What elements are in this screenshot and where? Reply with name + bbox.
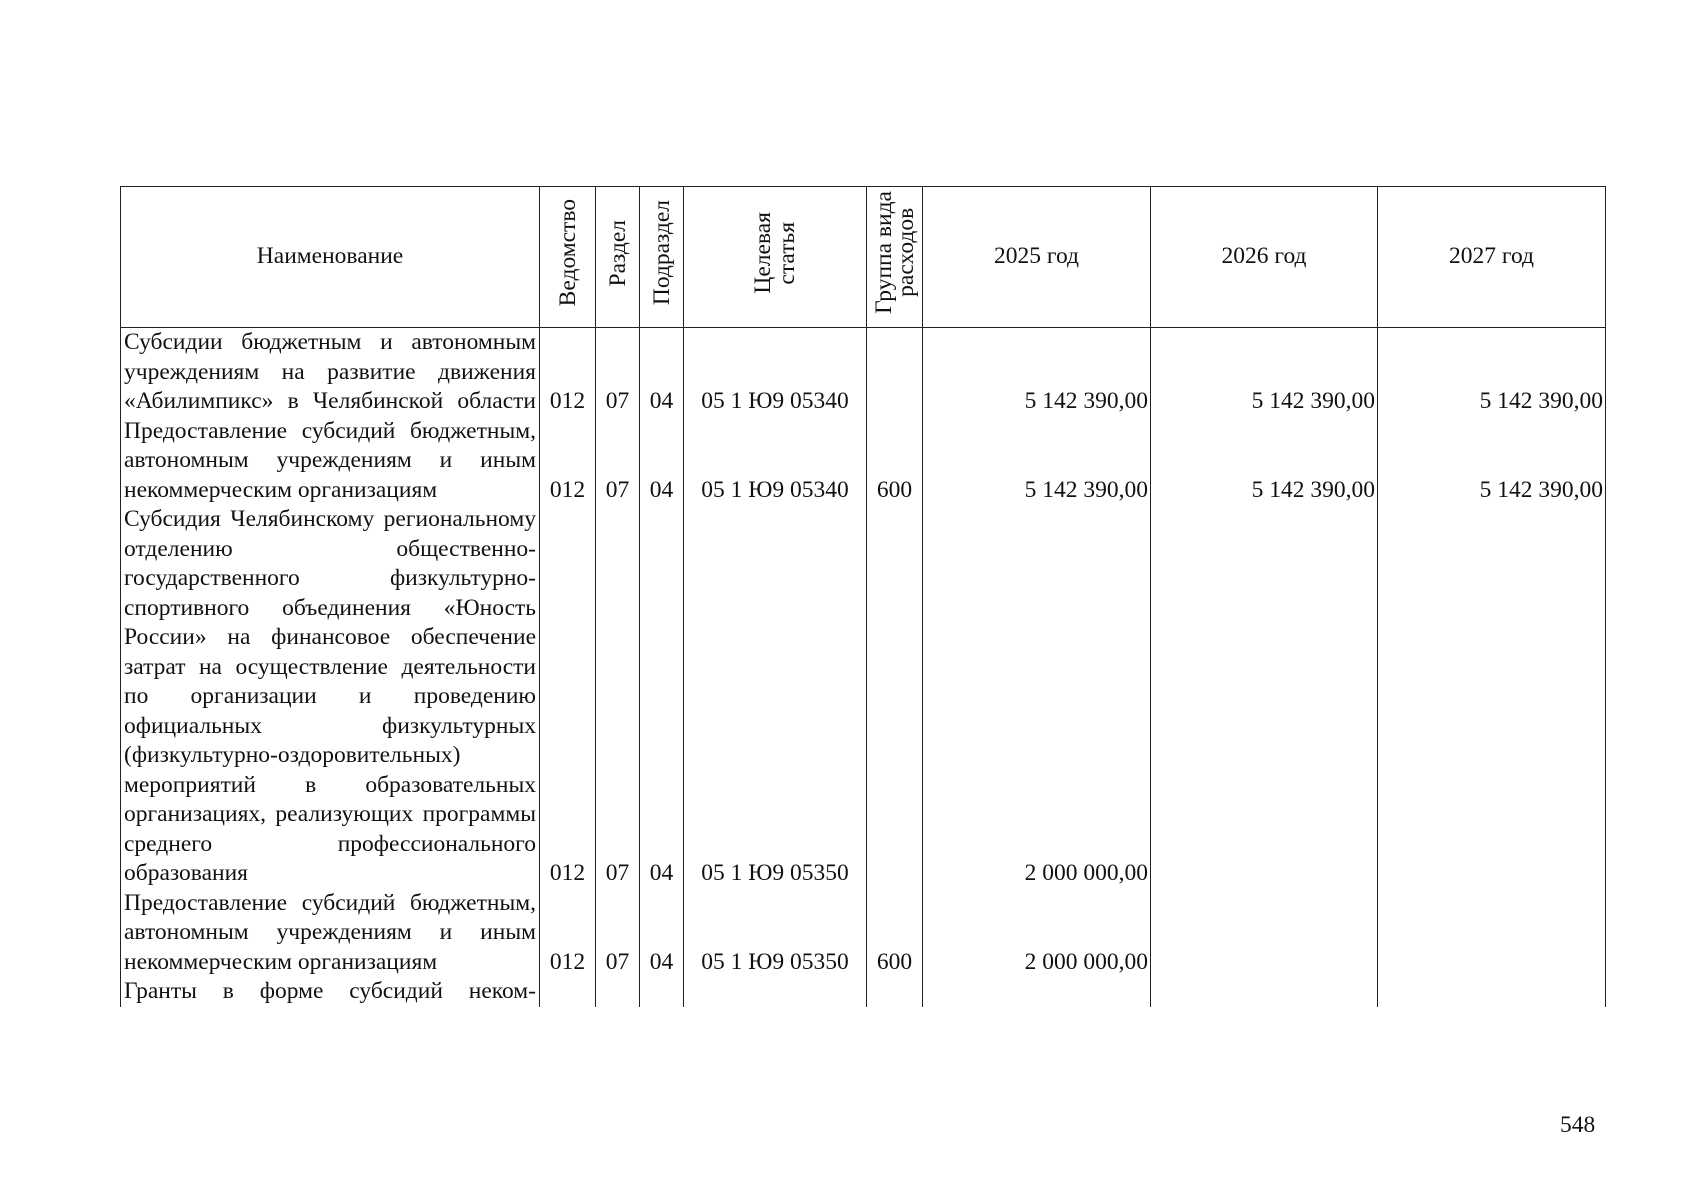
- row-subsection: [640, 977, 684, 1007]
- row-name: Предоставление субсидий бюджетным, автономным учреждениям и иным некоммерческим организациям: [121, 417, 540, 506]
- row-target-article: 05 1 Ю9 05350: [684, 505, 867, 889]
- row-2026: [1151, 505, 1378, 889]
- table-row: [121, 328, 1606, 417]
- row-subsection: 04: [640, 417, 684, 506]
- row-expense-group: [867, 977, 923, 1007]
- row-department: 012: [540, 505, 596, 889]
- row-2027: [1378, 505, 1606, 889]
- header-year-2025: 2025 год: [923, 187, 1151, 328]
- row-2025: 2 000 000,00: [923, 889, 1151, 978]
- header-target-article: Целевая статья: [684, 187, 867, 328]
- row-name: Гранты в форме субсидий неком-: [121, 977, 540, 1007]
- row-2025: 2 000 000,00: [923, 505, 1151, 889]
- header-section: Раздел: [596, 187, 640, 328]
- row-expense-group: [867, 328, 923, 417]
- row-target-article: [684, 977, 867, 1007]
- row-target-article: 05 1 Ю9 05350: [684, 889, 867, 978]
- row-2025: 5 142 390,00: [923, 328, 1151, 417]
- page-number: 548: [1560, 1112, 1596, 1138]
- row-expense-group: 600: [867, 889, 923, 978]
- header-subsection: Подраздел: [640, 187, 684, 328]
- table-row: [121, 505, 1606, 889]
- row-section: 07: [596, 505, 640, 889]
- row-name: Субсидия Челябинскому региональному отделению общественно-государственного физкультурно-спортивного объединения «Юность России» на финансовое обеспечение затрат на осуществление деятельности по организации и проведению официальных физкультурных (физкультурно-оздоровительных) мероприятий в образовательных организациях, реализующих программы среднего профессионального образования: [121, 505, 540, 889]
- row-name: Субсидии бюджетным и автономным учреждениям на развитие движения «Абилимпикс» в Челябинской области: [121, 328, 540, 417]
- row-2027: [1378, 889, 1606, 978]
- row-2027: 5 142 390,00: [1378, 328, 1606, 417]
- budget-table: [120, 186, 1606, 1007]
- row-subsection: 04: [640, 328, 684, 417]
- header-department: Ведомство: [540, 187, 596, 328]
- header-year-2027: 2027 год: [1378, 187, 1606, 328]
- row-subsection: 04: [640, 889, 684, 978]
- header-row: [121, 187, 1606, 328]
- row-department: 012: [540, 889, 596, 978]
- row-department: 012: [540, 417, 596, 506]
- row-2026: 5 142 390,00: [1151, 328, 1378, 417]
- row-department: [540, 977, 596, 1007]
- table-row: [121, 977, 1606, 1007]
- row-target-article: 05 1 Ю9 05340: [684, 417, 867, 506]
- row-2026: [1151, 889, 1378, 978]
- row-2027: 5 142 390,00: [1378, 417, 1606, 506]
- row-expense-group: 600: [867, 417, 923, 506]
- row-section: 07: [596, 328, 640, 417]
- row-2026: 5 142 390,00: [1151, 417, 1378, 506]
- header-year-2026: 2026 год: [1151, 187, 1378, 328]
- table-row: [121, 417, 1606, 506]
- row-section: 07: [596, 417, 640, 506]
- row-name: Предоставление субсидий бюджетным, автономным учреждениям и иным некоммерческим организациям: [121, 889, 540, 978]
- row-section: [596, 977, 640, 1007]
- row-2025: 5 142 390,00: [923, 417, 1151, 506]
- row-subsection: 04: [640, 505, 684, 889]
- row-department: 012: [540, 328, 596, 417]
- row-2026: [1151, 977, 1378, 1007]
- header-expense-group: Группа вида расходов: [867, 187, 923, 328]
- row-2025: [923, 977, 1151, 1007]
- row-expense-group: [867, 505, 923, 889]
- row-target-article: 05 1 Ю9 05340: [684, 328, 867, 417]
- table-row: [121, 889, 1606, 978]
- row-2027: [1378, 977, 1606, 1007]
- row-section: 07: [596, 889, 640, 978]
- header-name: Наименование: [121, 187, 540, 328]
